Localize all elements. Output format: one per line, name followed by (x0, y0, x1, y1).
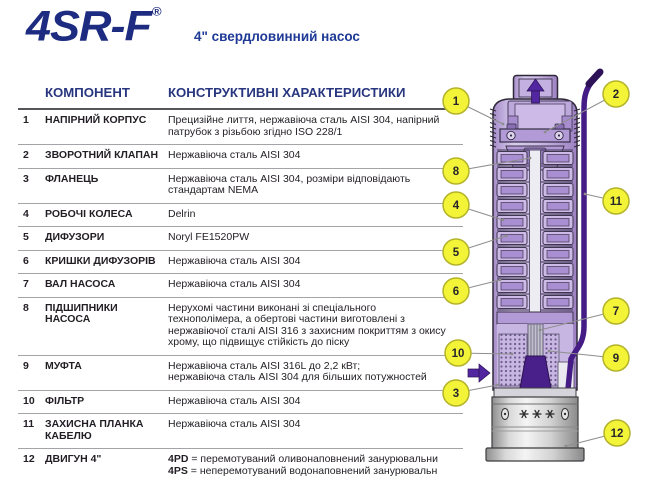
row-number: 1 (23, 114, 29, 126)
callout-number: 8 (452, 166, 460, 179)
table-row (18, 274, 463, 298)
header-characteristics: КОНСТРУКТИВНІ ХАРАКТЕРИСТИКИ (168, 85, 406, 100)
table-row (18, 145, 463, 169)
motor-base (486, 448, 584, 461)
row-number: 12 (23, 453, 35, 465)
characteristic-line: нержавіюча сталь AISI 304 для більших потужностей (168, 371, 427, 383)
component-characteristics (168, 361, 463, 384)
table-row (18, 414, 463, 449)
component-name: ВАЛ НАСОСА (45, 278, 116, 290)
component-name: ФІЛЬТР (45, 394, 85, 407)
callout-number: 5 (452, 247, 460, 260)
characteristic-line: 4PD = перемотуваний оливонаповнений занурювальни (168, 454, 438, 465)
characteristic-line: Нержавіюча сталь AISI 316L до 2,2 кВт; (168, 360, 361, 372)
characteristic-line: Нержавіюча сталь AISI 304 (168, 395, 301, 407)
callout-3 (443, 380, 498, 406)
characteristic-line: Нержавіюча сталь AISI 304, розміри відповідають (168, 173, 411, 185)
component-characteristics (168, 396, 463, 408)
callout-11 (584, 188, 629, 214)
table-row (18, 391, 463, 415)
brand-logo-text: 4SR-F (26, 1, 152, 50)
characteristic-line: Нержавіюча сталь AISI 304 (168, 255, 301, 267)
component-name: ЗВОРОТНИЙ КЛАПАН (45, 149, 159, 161)
component-name: ДВИГУН 4" (45, 453, 102, 465)
header-component: КОМПОНЕНТ (45, 85, 130, 100)
table-row (18, 204, 463, 228)
table-header (18, 82, 463, 110)
row-number: 7 (23, 278, 29, 290)
callout-number: 12 (610, 428, 624, 441)
component-name: РОБОЧІ КОЛЕСА (45, 207, 133, 220)
row-number: 3 (23, 172, 29, 185)
table-row (18, 298, 463, 356)
component-characteristics (168, 279, 463, 291)
pump-diagram (440, 60, 650, 487)
component-characteristics (168, 174, 463, 197)
callout-number: 11 (609, 196, 623, 209)
characteristic-line: стандартам NEMA (168, 184, 259, 196)
component-name: ФЛАНЕЦЬ (45, 172, 99, 185)
component-characteristics (168, 419, 463, 431)
product-subtitle: 4" свердловинний насос (194, 29, 360, 44)
row-number: 6 (23, 254, 29, 267)
motor-coupling (520, 356, 551, 388)
characteristic-line: 4PS = неперемотуваний водонаповнений занурювальн (168, 464, 438, 477)
table-row (18, 356, 463, 391)
component-name: КРИШКИ ДИФУЗОРІВ (45, 254, 156, 267)
motor (486, 388, 584, 461)
component-characteristics (168, 232, 463, 244)
characteristic-line: Нержавіюча сталь AISI 304 (168, 150, 301, 161)
component-characteristics (168, 209, 463, 221)
callout-number: 7 (612, 306, 620, 319)
component-name: НАПІРНИЙ КОРПУС (45, 114, 147, 126)
characteristic-line: Нержавіюча сталь AISI 304 (168, 419, 301, 430)
characteristic-line: Прецизійне лиття, нержавіюча сталь AISI 304, напірний (168, 115, 440, 126)
callout-number: 9 (612, 353, 620, 366)
component-name: ПІДШИПНИКИ НАСОСА (45, 301, 118, 325)
characteristic-line: патрубок з різьбою згідно ISO 228/1 (168, 125, 343, 138)
lower-casing (497, 312, 574, 388)
table-row (18, 227, 463, 251)
characteristic-line: технополімера, а обертові частини виготовлені з (168, 313, 405, 325)
characteristic-line: Нерухомі частини виконані зі спеціального (168, 302, 377, 314)
component-name: ДИФУЗОРИ (45, 231, 105, 243)
table-row (18, 251, 463, 275)
row-number: 11 (23, 418, 35, 430)
table-row (18, 449, 463, 483)
component-characteristics (168, 303, 463, 349)
component-characteristics (168, 115, 463, 138)
registered-mark: ® (152, 4, 162, 19)
component-characteristics (168, 150, 463, 162)
callout-number: 1 (452, 96, 460, 109)
row-number: 5 (23, 231, 29, 243)
component-name: ЗАХИСНА ПЛАНКА КАБЕЛЮ (45, 418, 144, 442)
characteristic-line: Delrin (168, 208, 196, 220)
table-row (18, 169, 463, 204)
callout-number: 10 (451, 348, 465, 361)
brand-logo (26, 1, 162, 50)
callout-number: 4 (452, 200, 460, 213)
characteristic-line: нержавіючої сталі AISI 316 з захисним покриттям з окису (168, 324, 446, 337)
component-table (18, 82, 463, 483)
row-number: 8 (23, 301, 29, 314)
row-number: 10 (23, 394, 35, 407)
callout-number: 6 (452, 286, 460, 299)
characteristic-line: хрому, що підвищує стійкість до піску (168, 336, 350, 348)
component-characteristics (168, 256, 463, 268)
component-name: МУФТА (45, 359, 82, 372)
table-body (18, 110, 463, 483)
row-number: 9 (23, 359, 29, 372)
table-row (18, 110, 463, 145)
row-number: 4 (23, 207, 29, 220)
characteristic-line: Noryl FE1520PW (168, 232, 250, 243)
flow-arrow-in-icon (468, 364, 490, 382)
component-characteristics (168, 454, 463, 477)
characteristic-line: Нержавіюча сталь AISI 304 (168, 279, 301, 290)
callout-number: 3 (452, 388, 460, 401)
row-number: 2 (23, 149, 29, 161)
callout-number: 2 (612, 89, 620, 102)
